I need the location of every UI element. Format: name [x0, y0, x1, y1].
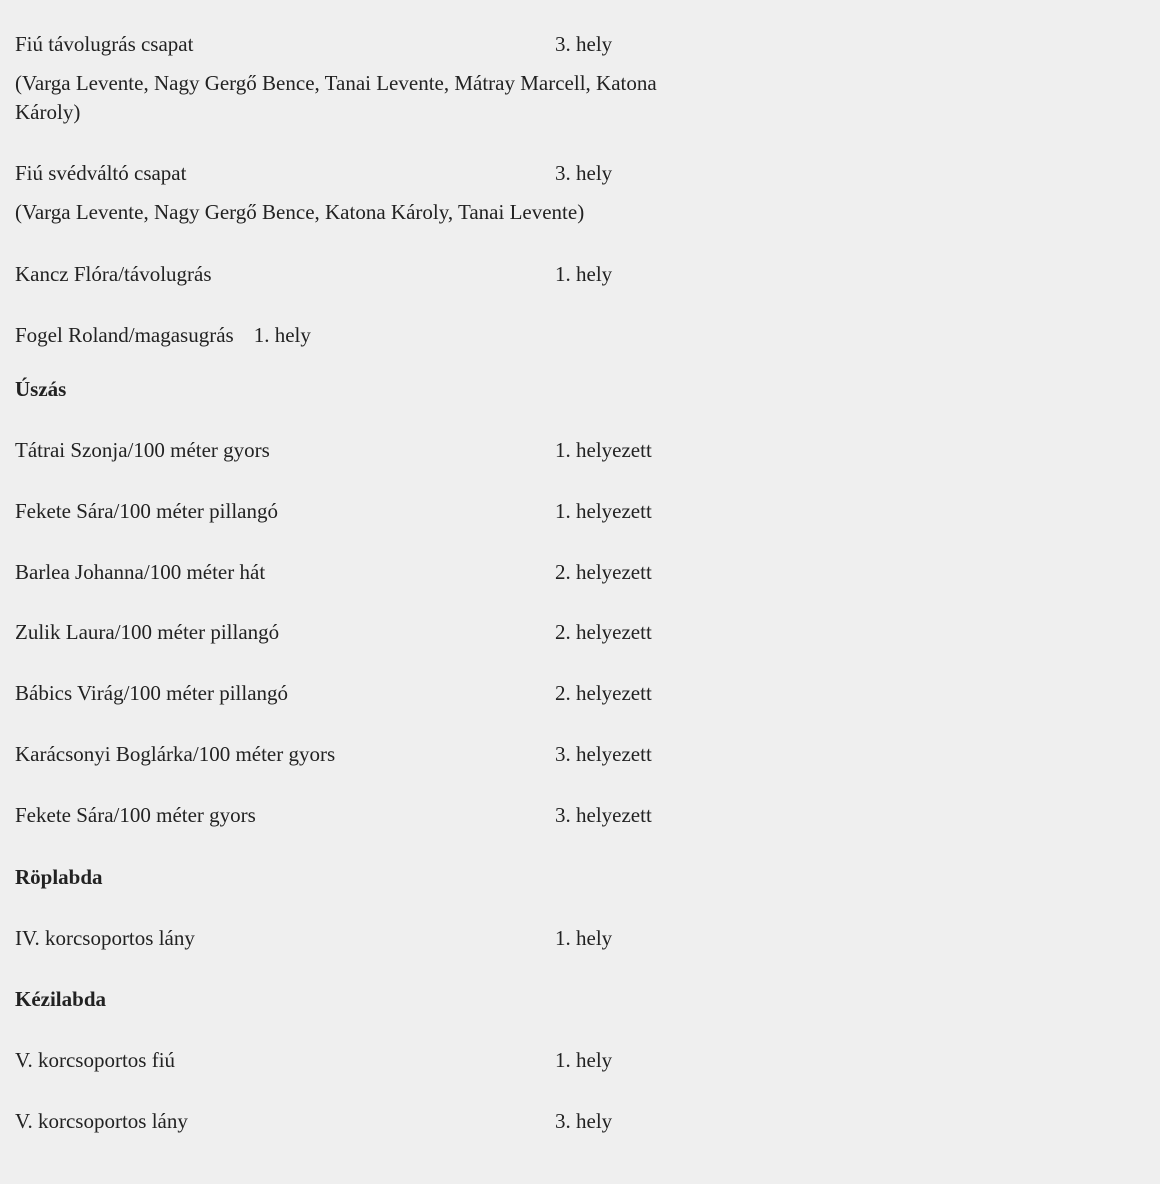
result-row: [15, 31, 613, 57]
result-row: [15, 925, 613, 951]
result-place: 2. helyezett: [555, 681, 652, 705]
result-place: 3. hely: [555, 1109, 613, 1133]
section-heading-uszas: Úszás: [15, 377, 67, 401]
result-place: 1. hely: [555, 262, 613, 286]
result-row: [15, 619, 652, 645]
result-label: Fiú távolugrás csapat: [15, 32, 194, 56]
result-row: [15, 498, 652, 524]
result-label: Zulik Laura/100 méter pillangó: [15, 620, 280, 644]
result-label: Fekete Sára/100 méter gyors: [15, 803, 256, 827]
result-place: 2. helyezett: [555, 560, 652, 584]
result-place: 3. helyezett: [555, 803, 652, 827]
result-row: [15, 322, 311, 348]
result-place: 1. hely: [555, 926, 613, 950]
section-heading-kezilabda: Kézilabda: [15, 987, 107, 1011]
result-place: 1. hely: [253, 323, 311, 347]
result-label: V. korcsoportos lány: [15, 1109, 188, 1133]
result-row: [15, 1047, 613, 1073]
result-place: 1. helyezett: [555, 499, 652, 523]
result-place: 3. hely: [555, 161, 613, 185]
result-label: Karácsonyi Boglárka/100 méter gyors: [15, 742, 336, 766]
result-label: Fekete Sára/100 méter pillangó: [15, 499, 279, 523]
result-place: 3. helyezett: [555, 742, 652, 766]
team-members: (Varga Levente, Nagy Gergő Bence, Tanai Levente, Mátray Marcell, Katona Károly): [15, 71, 657, 124]
team-members: (Varga Levente, Nagy Gergő Bence, Katona Károly, Tanai Levente): [15, 200, 585, 224]
result-place: 2. helyezett: [555, 620, 652, 644]
result-label: Tátrai Szonja/100 méter gyors: [15, 438, 270, 462]
result-row: [15, 680, 652, 706]
result-row: [15, 261, 613, 287]
result-place: 1. hely: [555, 1048, 613, 1072]
result-label: Bábics Virág/100 méter pillangó: [15, 681, 289, 705]
result-label: Kancz Flóra/távolugrás: [15, 262, 212, 286]
result-row: [15, 741, 652, 767]
result-place: 1. helyezett: [555, 438, 652, 462]
result-place: 3. hely: [555, 32, 613, 56]
result-label: IV. korcsoportos lány: [15, 926, 195, 950]
result-row: [15, 559, 652, 585]
result-row: [15, 802, 652, 828]
result-row: [15, 1108, 613, 1134]
result-row: [15, 437, 652, 463]
result-label: Fiú svédváltó csapat: [15, 161, 187, 185]
result-label: V. korcsoportos fiú: [15, 1048, 176, 1072]
section-heading-roplabda: Röplabda: [15, 865, 103, 889]
result-label: Fogel Roland/magasugrás: [15, 323, 234, 347]
result-row: [15, 160, 613, 186]
result-label: Barlea Johanna/100 méter hát: [15, 560, 266, 584]
